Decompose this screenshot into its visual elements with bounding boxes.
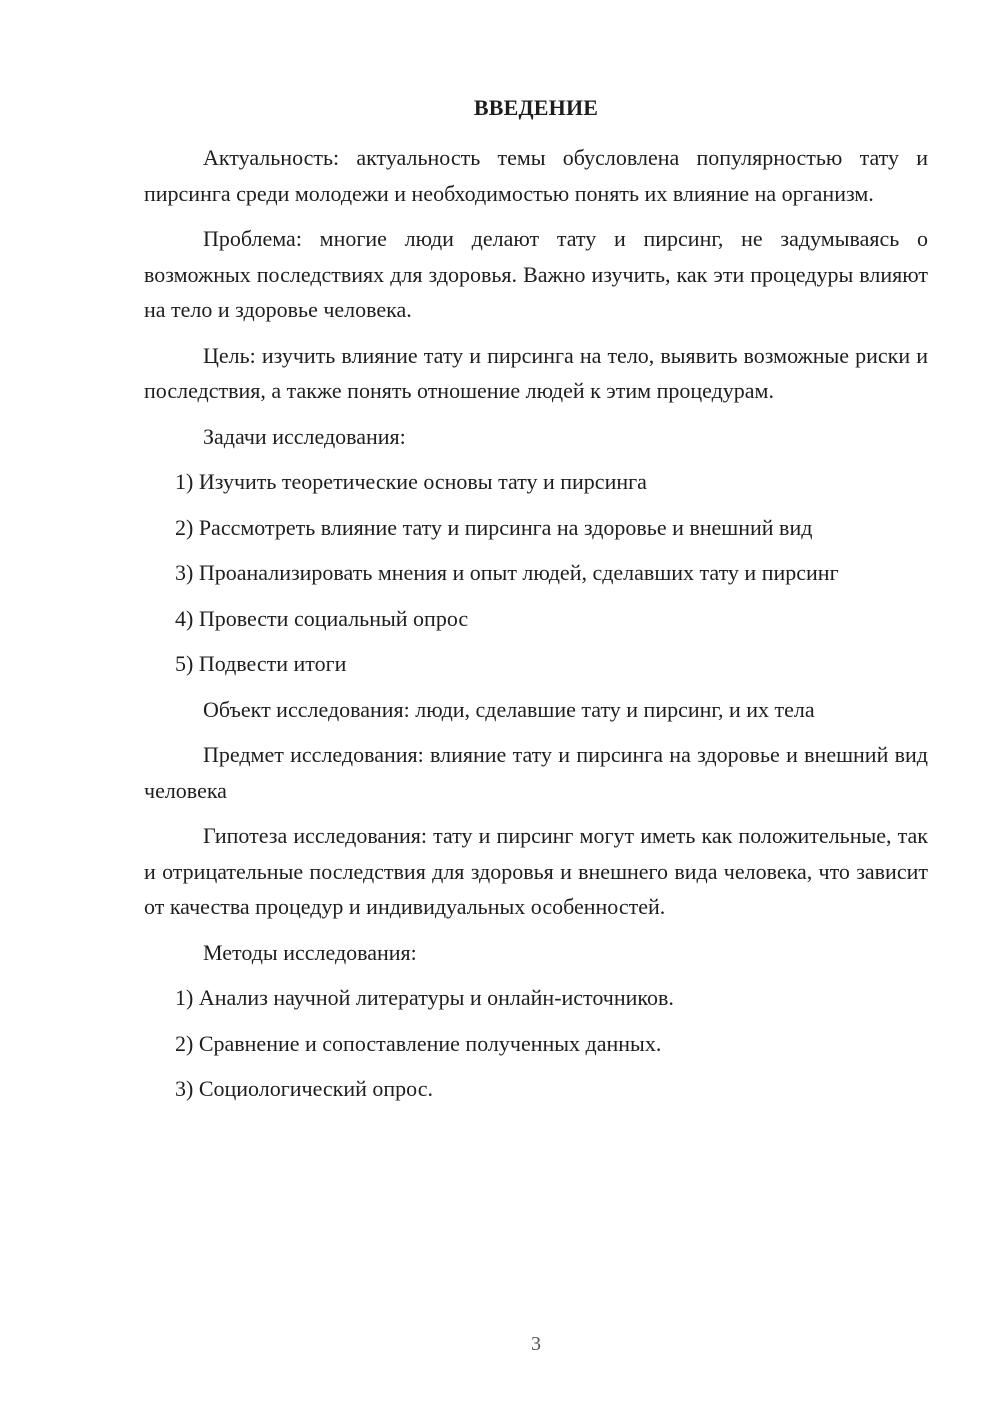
goal-paragraph: Цель: изучить влияние тату и пирсинга на тело, выявить возможные риски и последствия, а также понять отношение людей к этим процедурам. xyxy=(144,342,928,403)
task-item: 1) Изучить теоретические основы тату и пирсинга xyxy=(175,469,647,494)
page-number: 3 xyxy=(531,1333,541,1355)
method-item: 1) Анализ научной литературы и онлайн-источников. xyxy=(175,985,674,1010)
task-item: 5) Подвести итоги xyxy=(175,651,347,676)
subject-paragraph: Предмет исследования: влияние тату и пирсинга на здоровье и внешний вид человека xyxy=(144,742,928,803)
relevance-paragraph: Актуальность: актуальность темы обусловлена популярностью тату и пирсинга среди молодежи и необходимостью понять их влияние на организм. xyxy=(144,145,928,206)
object-paragraph: Объект исследования: люди, сделавшие тату и пирсинг, и их тела xyxy=(203,696,815,722)
document-body xyxy=(144,140,928,1117)
methods-heading: Методы исследования: xyxy=(203,939,417,965)
task-item: 3) Проанализировать мнения и опыт людей, сделавших тату и пирсинг xyxy=(175,560,839,585)
method-item: 3) Социологический опрос. xyxy=(175,1076,433,1101)
hypothesis-paragraph: Гипотеза исследования: тату и пирсинг могут иметь как положительные, так и отрицательные последствия для здоровья и внешнего вида человека, что зависит от качества процедур и индивидуальных особенностей. xyxy=(144,823,928,919)
task-item: 4) Провести социальный опрос xyxy=(175,605,469,631)
method-item: 2) Сравнение и сопоставление полученных данных. xyxy=(175,1030,662,1056)
task-item: 2) Рассмотреть влияние тату и пирсинга на здоровье и внешний вид xyxy=(175,514,813,540)
problem-paragraph: Проблема: многие люди делают тату и пирсинг, не задумываясь о возможных последствиях для здоровья. Важно изучить, как эти процедуры влияют на тело и здоровье человека. xyxy=(144,226,928,322)
tasks-heading: Задачи исследования: xyxy=(203,423,406,449)
section-heading: ВВЕДЕНИЕ xyxy=(473,95,599,120)
